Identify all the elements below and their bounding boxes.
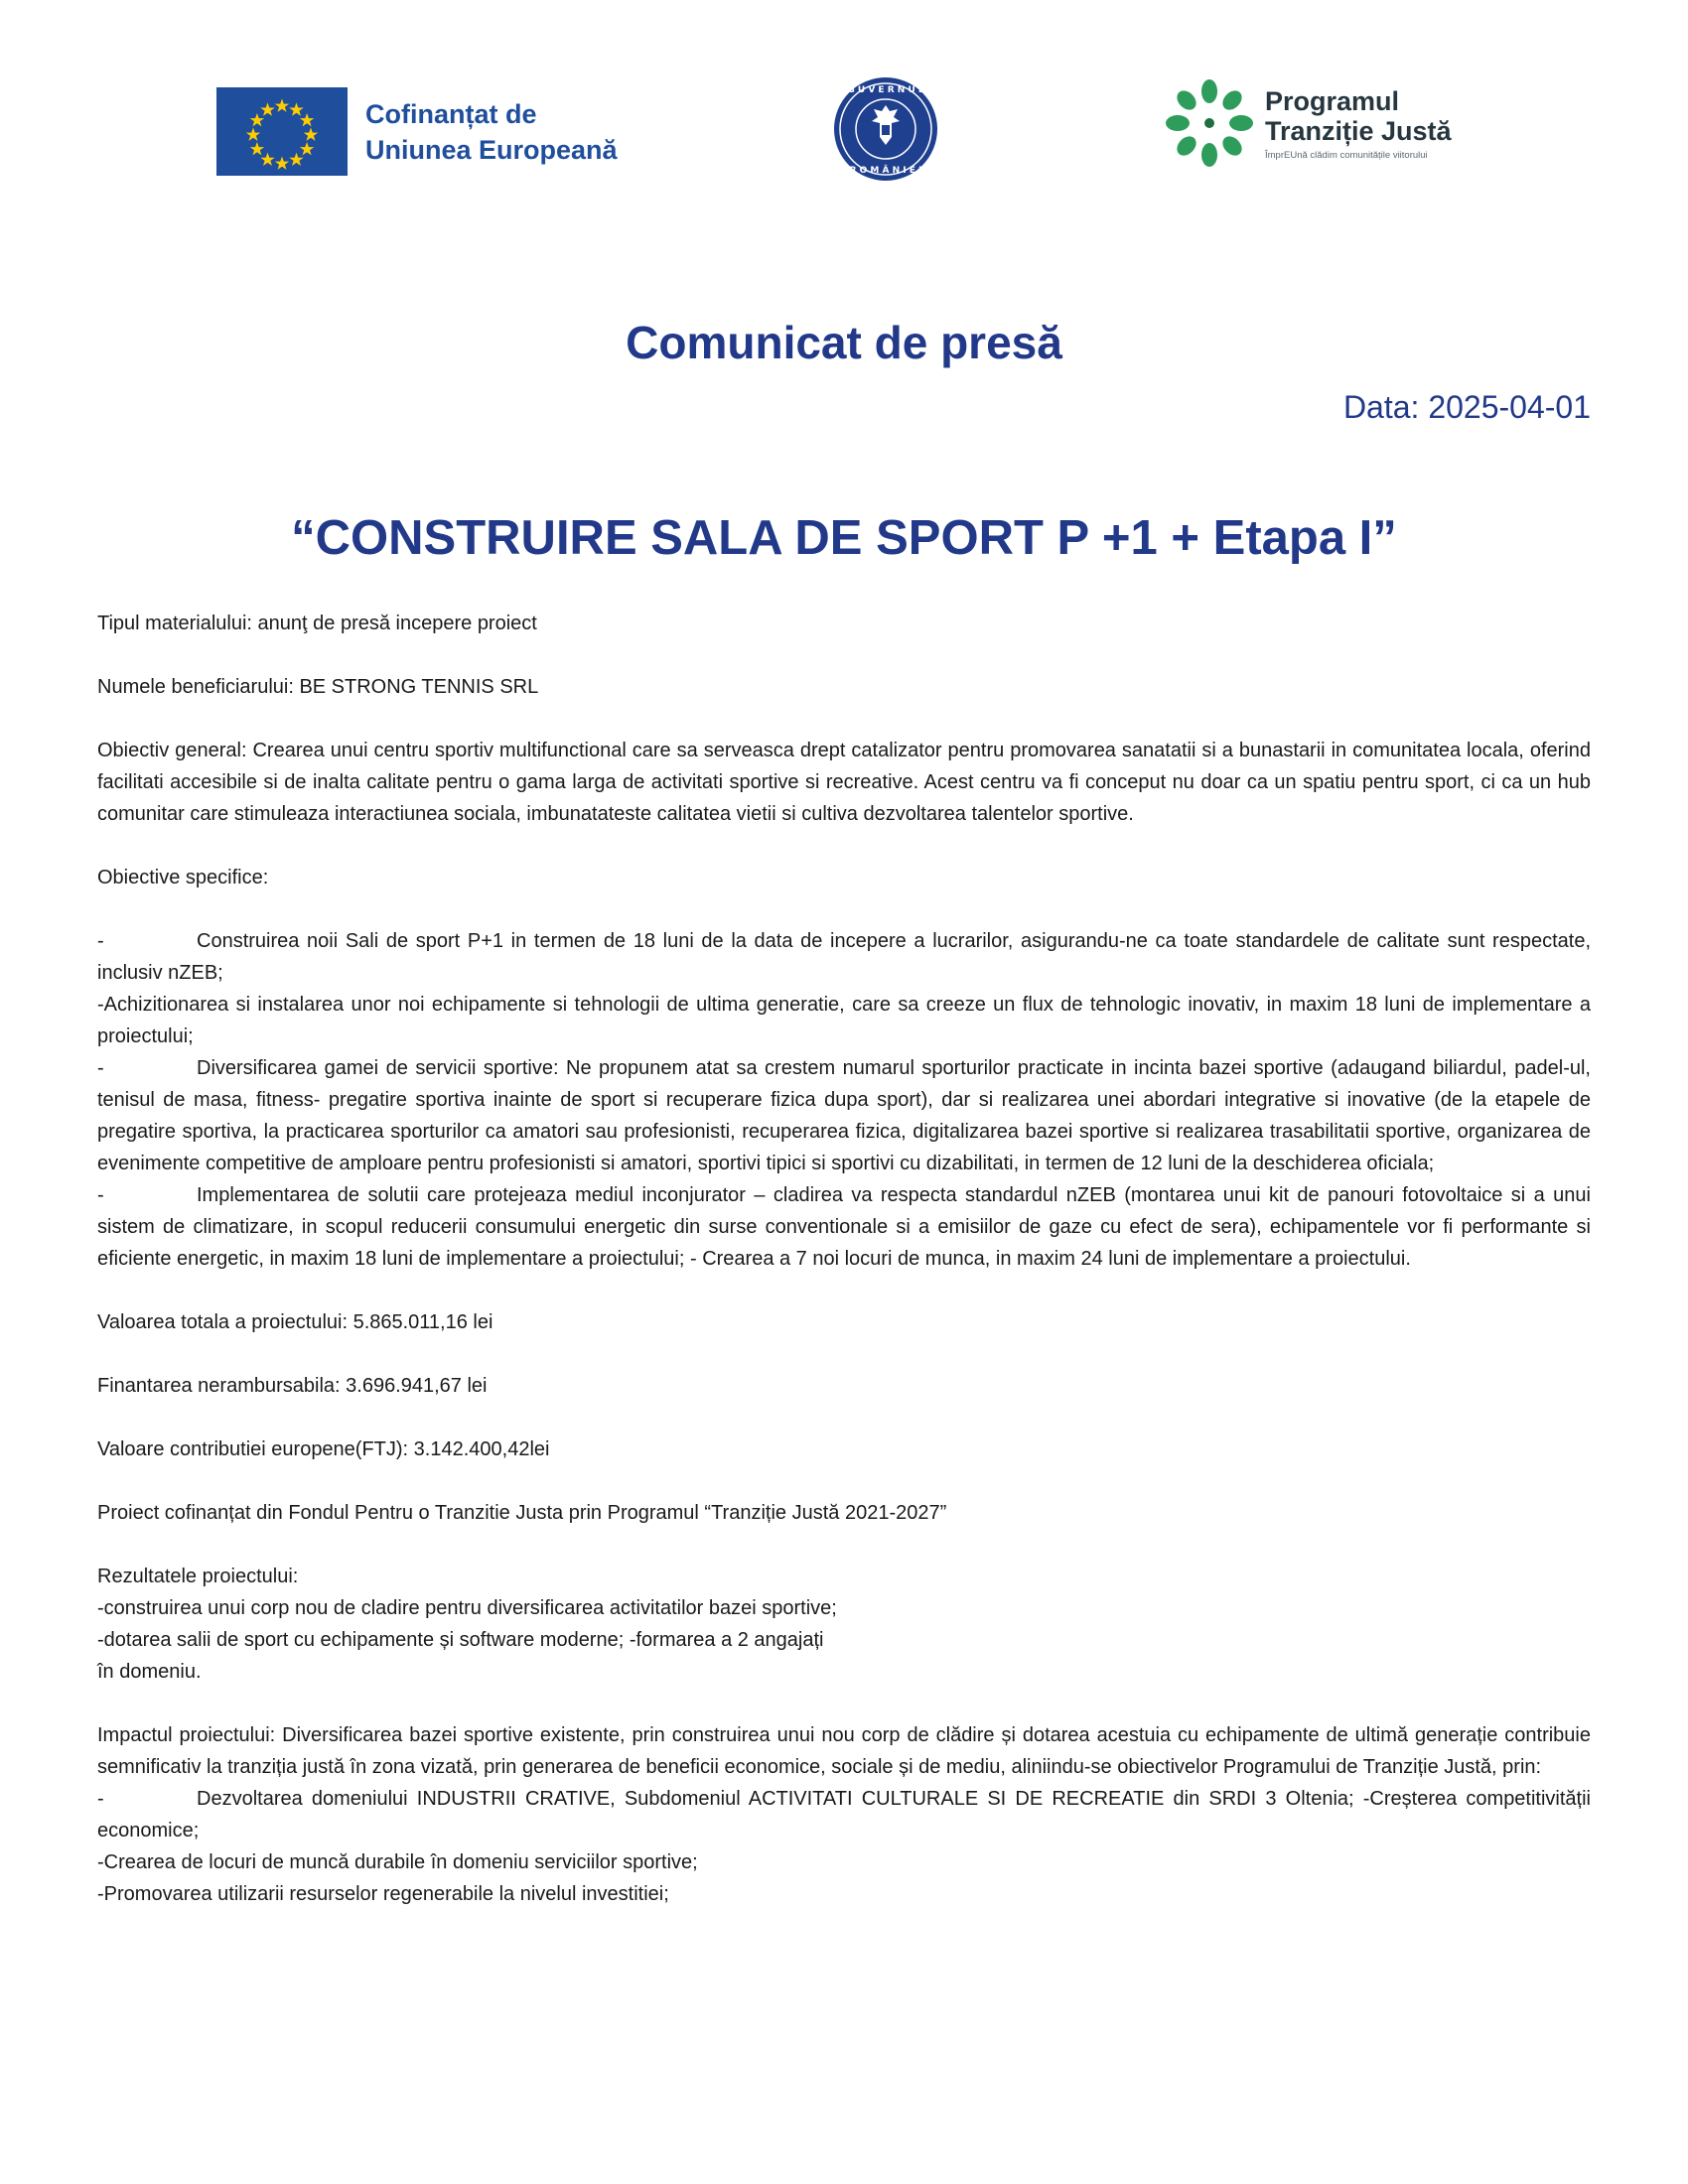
ptj-program-logo (1162, 75, 1452, 171)
press-release-title: Comunicat de presă (626, 317, 1062, 368)
list-dash: - (97, 1788, 104, 1810)
specific-objective-item (97, 925, 1591, 989)
non-reimbursable-funding: Finantarea nerambursabila: 3.696.941,67 lei (97, 1375, 488, 1397)
result-item: -construirea unui corp nou de cladire pentru diversificarea activitatilor bazei sportive; (97, 1597, 837, 1619)
specific-objectives-heading: Obiective specifice: (97, 867, 269, 888)
ptj-title-line1: Programul (1265, 85, 1400, 116)
results-heading: Rezultatele proiectului: (97, 1566, 299, 1587)
eu-contribution-value: Valoare contributiei europene(FTJ): 3.142.400,42lei (97, 1438, 550, 1460)
specific-objective-item: -Achizitionarea si instalarea unor noi echipamente si tehnologii de ultima generatie, care sa creeze un flux de tehnologic inovativ, in maxim 18 luni de implementare a proiectului; (97, 994, 1591, 1047)
project-impact: Impactul proiectului: Diversificarea bazei sportive existente, prin construirea unui nou corp de clădire și dotarea acestuia cu echipamente de ultimă generație contribuie semnificativ la tranziția justă în zona vizată, prin generarea de beneficii economice, sociale și de mediu, aliniindu-se obiectivelor Programului de Tranziție Justă, prin: (97, 1724, 1591, 1778)
cofinancing-note: Proiect cofinanțat din Fondul Pentru o Tranzitie Justa prin Programul “Tranziție Justă 2021-2027” (97, 1502, 947, 1524)
eu-logo-line2: Uniunea Europeană (365, 134, 618, 165)
beneficiary-name: Numele beneficiarului: BE STRONG TENNIS SRL (97, 676, 539, 698)
ptj-tagline: ÎmprEUnă clădim comunitățile viitorului (1265, 149, 1428, 161)
eu-flag-icon (216, 87, 348, 176)
release-date: Data: 2025-04-01 (1342, 389, 1591, 425)
result-item: în domeniu. (97, 1661, 202, 1683)
material-type: Tipul materialului: anunţ de presă incepere proiect (97, 613, 537, 634)
list-dash: - (97, 1184, 104, 1206)
impact-text: Dezvoltarea domeniului INDUSTRII CRATIVE, Subdomeniul ACTIVITATI CULTURALE SI DE RECREATIE din SRDI 3 Oltenia; -Creșterea competitivității economice; (97, 1788, 1591, 1842)
specific-objective-item (97, 1179, 1591, 1275)
eu-logo-text (365, 96, 618, 168)
list-dash: - (97, 1057, 104, 1079)
impact-item: -Crearea de locuri de muncă durabile în domeniu serviciilor sportive; (97, 1851, 698, 1873)
specific-objective-text: Construirea noii Sali de sport P+1 in termen de 18 luni de la data de incepere a lucrarilor, asigurandu-ne ca toate standardele de calitate sunt respectate, inclusiv nZEB; (97, 930, 1591, 984)
eu-cofinancing-logo (216, 87, 618, 176)
specific-objective-text: Implementarea de solutii care protejeaza mediul inconjurator – cladirea va respecta standardul nZEB (montarea unui kit de panouri fotovoltaice si a unui sistem de climatizare, in scopul reducerii consumului energetic din surse conventionale si a emisiilor de gaze cu efect de sera), echipamentele vor fi performante si eficiente energetic, in maxim 18 luni de implementare a proiectului; - Crearea a 7 noi locuri de munca, in maxim 24 luni de implementare a proiectului. (97, 1184, 1591, 1270)
result-item: -dotarea salii de sport cu echipamente și software moderne; -formarea a 2 angajați (97, 1629, 824, 1651)
eu-logo-line1: Cofinanțat de (365, 98, 537, 129)
svg-text:R O M Â N I E I: R O M Â N I E I (849, 166, 922, 176)
specific-objective-item (97, 1052, 1591, 1179)
list-dash: - (97, 930, 104, 952)
total-project-value: Valoarea totala a proiectului: 5.865.011,16 lei (97, 1311, 493, 1333)
impact-item (97, 1783, 1591, 1846)
press-release-body (97, 608, 1591, 1910)
specific-objective-text: Diversificarea gamei de servicii sportive: Ne propunem atat sa crestem numarul sporturilor practicate in incinta bazei sportive (adaugand biliardul, padel-ul, tenisul de masa, fitness- pregatire sportiva inainte de sport si recuperare fizica dupa sport), dar si realizarea unei abordari integrative si inovative (de la etapele de pregatire sportiva, la practicarea sporturilor ca amatori sau profesionisti, recuperarea fizica, digitalizarea bazei sportive si realizarea trasabilitatii sportive, organizarea de evenimente competitive de amploare pentru profesionisti si amatori, sportivi tipici si sportivi cu dizabilitati, in termen de 12 luni de la deschiderea oficiala; (97, 1057, 1591, 1174)
ptj-flower-icon (1162, 75, 1257, 171)
impact-item: -Promovarea utilizarii resurselor regenerabile la nivelul investitiei; (97, 1883, 669, 1905)
ptj-title-line2: Tranziție Justă (1265, 115, 1452, 146)
general-objective: Obiectiv general: Crearea unui centru sportiv multifunctional care sa serveasca drept catalizator pentru promovarea sanatatii si a bunastarii in comunitatea locala, oferind facilitati accesibile si de inalta calitate pentru o gama larga de activitati sportive si recreative. Acest centru va fi conceput nu doar ca un spatiu pentru sport, ci ca un hub comunitar care stimuleaza interactiunea sociala, imbunatateste calitatea vietii si cultiva dezvoltarea talentelor sportive. (97, 740, 1591, 825)
svg-text:G U V E R N U L: G U V E R N U L (847, 85, 924, 95)
ptj-logo-text (1265, 86, 1452, 161)
project-title: “CONSTRUIRE SALA DE SPORT P +1 + Etapa I” (291, 511, 1397, 565)
romanian-government-seal-icon (832, 75, 939, 183)
